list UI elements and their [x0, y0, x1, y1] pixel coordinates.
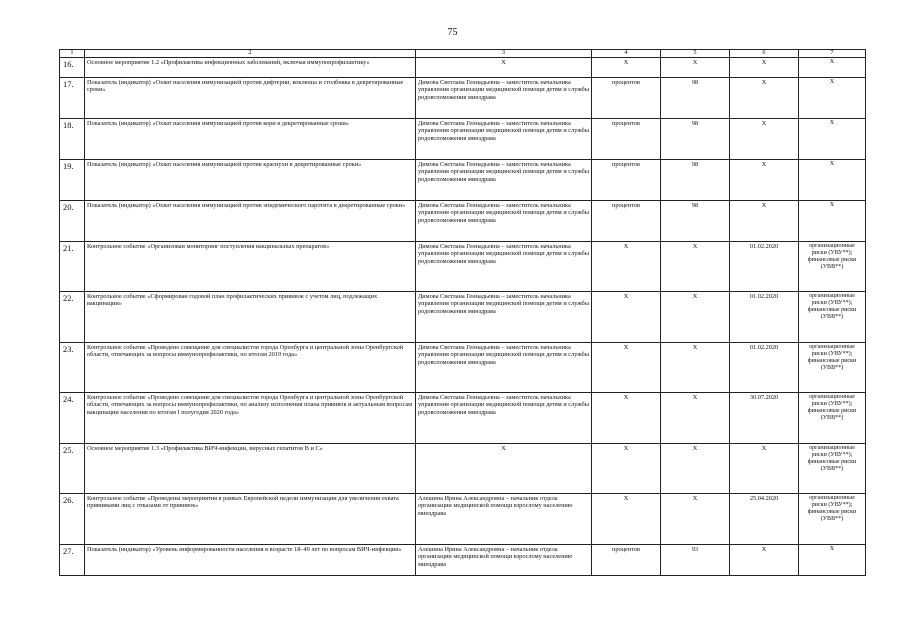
- deadline-date: 01.02.2020: [730, 342, 799, 392]
- row-number: 17.: [60, 77, 85, 118]
- table-row: [60, 77, 866, 118]
- measure-name: Показатель (индикатор) «Охват населения иммунизацией против кори в декретированные сроки»: [85, 118, 416, 159]
- responsible-person: Алешина Ирина Александровна – начальник отдела организации медицинской помощи взрослому населению минздрава: [416, 544, 592, 575]
- risk-description: организационные риски (УВУ**); финансовые риски (УВВ**): [799, 392, 866, 443]
- deadline-date: X: [730, 57, 799, 77]
- unit-of-measure: X: [592, 241, 661, 291]
- unit-of-measure: процентов: [592, 200, 661, 241]
- header-cell: 6: [730, 50, 799, 58]
- row-number: 21.: [60, 241, 85, 291]
- measure-name: Показатель (индикатор) «Охват населения иммунизацией против краснухи в декретированные сроки»: [85, 159, 416, 200]
- table-row: [60, 118, 866, 159]
- indicator-value: X: [661, 57, 730, 77]
- risk-description: X: [799, 118, 866, 159]
- responsible-person: Димова Светлана Геннадьевна – заместитель начальника управления организации медицинской помощи детям и службы родовспоможения минздрава: [416, 291, 592, 342]
- risk-description: организационные риски (УВУ**); финансовые риски (УВВ**): [799, 493, 866, 544]
- measure-name: Основное мероприятие 1.3 «Профилактика ВИЧ-инфекции, вирусных гепатитов В и С»: [85, 443, 416, 493]
- indicator-value: X: [661, 493, 730, 544]
- indicator-value: X: [661, 342, 730, 392]
- risk-description: X: [799, 77, 866, 118]
- risk-description: организационные риски (УВУ**); финансовые риски (УВВ**): [799, 291, 866, 342]
- measure-name: Контрольное событие «Проведено совещание для специалистов города Оренбурга и центральной зоны Оренбургской области, отвечающих за вопросы иммунопрофилактики, по итогам 2019 года»: [85, 342, 416, 392]
- responsible-person: Димова Светлана Геннадьевна – заместитель начальника управления организации медицинской помощи детям и службы родовспоможения минздрава: [416, 241, 592, 291]
- responsible-person: Димова Светлана Геннадьевна – заместитель начальника управления организации медицинской помощи детям и службы родовспоможения минздрава: [416, 77, 592, 118]
- row-number: 25.: [60, 443, 85, 493]
- risk-description: организационные риски (УВУ**); финансовые риски (УВВ**): [799, 241, 866, 291]
- page-number: 75: [447, 27, 458, 38]
- row-number: 18.: [60, 118, 85, 159]
- table-row: [60, 342, 866, 392]
- risk-description: X: [799, 544, 866, 575]
- deadline-date: 30.07.2020: [730, 392, 799, 443]
- deadline-date: X: [730, 159, 799, 200]
- table-row: [60, 200, 866, 241]
- unit-of-measure: X: [592, 57, 661, 77]
- unit-of-measure: процентов: [592, 544, 661, 575]
- row-number: 23.: [60, 342, 85, 392]
- measure-name: Контрольное событие «Проведено совещание для специалистов города Оренбурга и центральной зоны Оренбургской области, отвечающих за вопросы иммунопрофилактики, по анализу исполнения плана прививок и актуальным вопросам вакцинации населения по итогам I полугодия 2020 года»: [85, 392, 416, 443]
- table-row: [60, 241, 866, 291]
- table-row: [60, 493, 866, 544]
- row-number: 24.: [60, 392, 85, 443]
- measure-name: Показатель (индикатор) «Охват населения иммунизацией против дифтерии, коклюша и столбняка в декретированные сроки»: [85, 77, 416, 118]
- header-cell: 7: [799, 50, 866, 58]
- header-cell: 3: [416, 50, 592, 58]
- risk-description: X: [799, 200, 866, 241]
- header-cell: 4: [592, 50, 661, 58]
- responsible-person: Димова Светлана Геннадьевна – заместитель начальника управления организации медицинской помощи детям и службы родовспоможения минздрава: [416, 200, 592, 241]
- responsible-person: Димова Светлана Геннадьевна – заместитель начальника управления организации медицинской помощи детям и службы родовспоможения минздрава: [416, 159, 592, 200]
- deadline-date: X: [730, 443, 799, 493]
- row-number: 27.: [60, 544, 85, 575]
- deadline-date: 01.02.2020: [730, 241, 799, 291]
- indicator-value: X: [661, 291, 730, 342]
- row-number: 22.: [60, 291, 85, 342]
- deadline-date: X: [730, 77, 799, 118]
- indicator-value: 98: [661, 118, 730, 159]
- unit-of-measure: процентов: [592, 118, 661, 159]
- header-cell: 1: [60, 50, 85, 58]
- table-row: [60, 291, 866, 342]
- row-number: 26.: [60, 493, 85, 544]
- row-number: 20.: [60, 200, 85, 241]
- unit-of-measure: X: [592, 392, 661, 443]
- measure-name: Контрольное событие «Организован мониторинг поступления вакцинальных препаратов»: [85, 241, 416, 291]
- indicator-value: 98: [661, 77, 730, 118]
- measure-name: Показатель (индикатор) «Охват населения иммунизацией против эпидемического паротита в декретированные сроки»: [85, 200, 416, 241]
- unit-of-measure: X: [592, 493, 661, 544]
- deadline-date: X: [730, 544, 799, 575]
- unit-of-measure: X: [592, 291, 661, 342]
- risk-description: организационные риски (УВУ**); финансовые риски (УВВ**): [799, 342, 866, 392]
- measure-name: Контрольное событие «Проведены мероприятия в рамках Европейской недели иммунизации для увеличения охвата прививками лиц с отказами от прививок»: [85, 493, 416, 544]
- header-cell: 2: [85, 50, 416, 58]
- risk-description: организационные риски (УВУ**); финансовые риски (УВВ**): [799, 443, 866, 493]
- table-row: [60, 392, 866, 443]
- deadline-date: X: [730, 200, 799, 241]
- responsible-person: X: [416, 57, 592, 77]
- unit-of-measure: X: [592, 443, 661, 493]
- measure-name: Основное мероприятие 1.2 «Профилактика инфекционных заболеваний, включая иммунопрофилактику»: [85, 57, 416, 77]
- unit-of-measure: процентов: [592, 77, 661, 118]
- deadline-date: 01.02.2020: [730, 291, 799, 342]
- indicator-value: X: [661, 392, 730, 443]
- risk-description: X: [799, 159, 866, 200]
- risk-description: X: [799, 57, 866, 77]
- indicator-value: X: [661, 241, 730, 291]
- indicator-value: 93: [661, 544, 730, 575]
- deadline-date: 25.04.2020: [730, 493, 799, 544]
- unit-of-measure: процентов: [592, 159, 661, 200]
- responsible-person: Алешина Ирина Александровна – начальник отдела организации медицинской помощи взрослому населению минздрава: [416, 493, 592, 544]
- deadline-date: X: [730, 118, 799, 159]
- unit-of-measure: X: [592, 342, 661, 392]
- indicator-value: 98: [661, 200, 730, 241]
- row-number: 19.: [60, 159, 85, 200]
- header-cell: 5: [661, 50, 730, 58]
- row-number: 16.: [60, 57, 85, 77]
- header-row: [60, 50, 866, 58]
- measure-name: Контрольное событие «Сформирован годовой план профилактических прививок с учетом лиц, подлежащих вакцинации»: [85, 291, 416, 342]
- indicator-value: X: [661, 443, 730, 493]
- table-row: [60, 57, 866, 77]
- table-row: [60, 159, 866, 200]
- responsible-person: Димова Светлана Геннадьевна – заместитель начальника управления организации медицинской помощи детям и службы родовспоможения минздрава: [416, 342, 592, 392]
- indicator-value: 98: [661, 159, 730, 200]
- table-row: [60, 544, 866, 575]
- measure-name: Показатель (индикатор) «Уровень информированности населения в возрасте 18–49 лет по вопросам ВИЧ-инфекции»: [85, 544, 416, 575]
- responsible-person: Димова Светлана Геннадьевна – заместитель начальника управления организации медицинской помощи детям и службы родовспоможения минздрава: [416, 392, 592, 443]
- table-row: [60, 443, 866, 493]
- responsible-person: X: [416, 443, 592, 493]
- measures-table: [59, 49, 866, 576]
- responsible-person: Димова Светлана Геннадьевна – заместитель начальника управления организации медицинской помощи детям и службы родовспоможения минздрава: [416, 118, 592, 159]
